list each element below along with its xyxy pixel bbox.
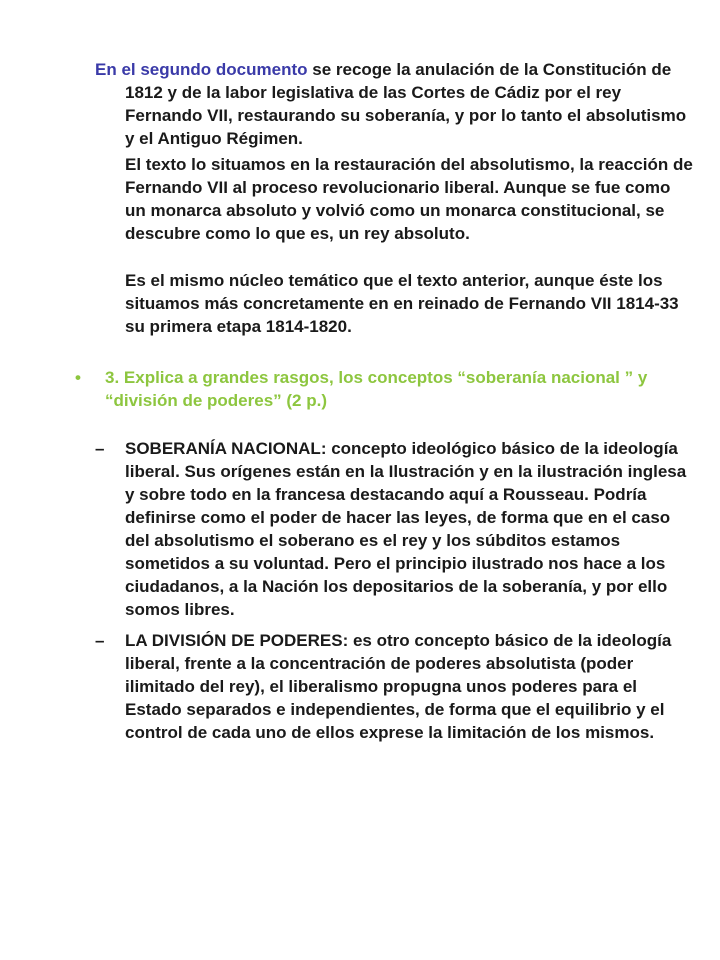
paragraph-lead: En el segundo documento: [95, 60, 308, 79]
paragraph-restauracion: El texto lo situamos en la restauración del absolutismo, la reacción de Fernando VII al proceso revolucionario liberal. Aunque se fue como un monarca absoluto y volvió como un monarca constitucional, se descubre como lo que es, un rey absoluto.: [125, 155, 693, 243]
paragraph-rest: se recoge la anulación de la Constitución de 1812 y de la labor legislativa de las Cortes de Cádiz por el rey Fernando VII, restaurando su soberanía, y por lo tanto el absolutismo y el Antiguo Régimen.: [125, 60, 687, 148]
dash-marker: –: [95, 631, 105, 650]
bullet-marker: •: [75, 368, 81, 387]
list-item-text: LA DIVISIÓN DE PODERES: es otro concepto básico de la ideología liberal, frente a la concentración de poderes absolutista (poder ilimitado del rey), el liberalismo propugna unos poderes para el Estado separados e independientes, de forma que el equilibrio y el control de cada uno de ellos exprese la limitación de los mismos.: [125, 631, 672, 742]
dash-marker: –: [95, 439, 105, 458]
paragraph-segundo-documento: [95, 58, 695, 150]
paragraph-nucleo-tematico: Es el mismo núcleo temático que el texto anterior, aunque éste los situamos más concretamente en en reinado de Fernando VII 1814-33 su primera etapa 1814-1820.: [125, 271, 679, 336]
list-item-text: SOBERANÍA NACIONAL: concepto ideológico básico de la ideología liberal. Sus orígenes están en la Ilustración y en la ilustración inglesa y sobre todo en la francesa destacando aquí a Rousseau. Podría definirse como el poder de hacer las leyes, de forma que en el caso del absolutismo el soberano es el rey y los súbditos estamos sometidos a su voluntad. Pero el principio ilustrado nos hace a los ciudadanos, a la Nación los depositarios de la soberanía, y por ello somos libres.: [125, 439, 687, 619]
question-text: 3. Explica a grandes rasgos, los conceptos “soberanía nacional ” y “división de poderes” (2 p.): [105, 368, 648, 410]
